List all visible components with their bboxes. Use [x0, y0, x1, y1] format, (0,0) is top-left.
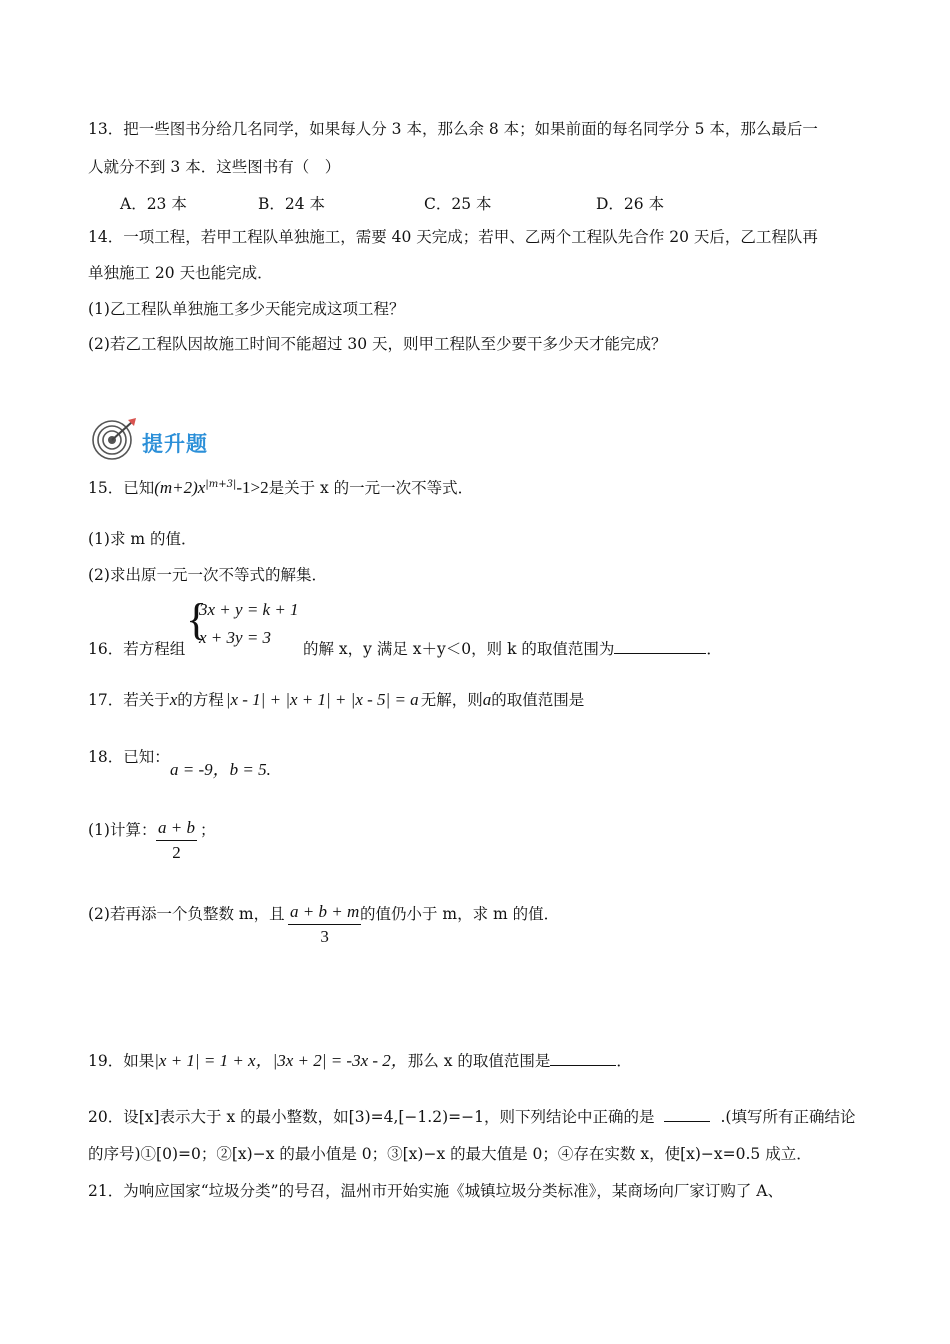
- q19-cond: |x + 1| = 1 + x，|3x + 2| = -3x - 2，: [154, 1051, 408, 1070]
- q18-part1: (1)计算：: [88, 821, 157, 839]
- q17-mid: 的方程: [177, 691, 224, 709]
- q14-line2: 单独施工 20 天也能完成．: [88, 264, 273, 282]
- q15-part1: (1)求 m 的值．: [88, 530, 197, 548]
- q17-var: x: [169, 690, 178, 709]
- q18-fraction2: [288, 902, 361, 947]
- q18-fraction1: [156, 818, 197, 863]
- q19-prefix: 19．如果: [88, 1052, 155, 1070]
- q15-line: [88, 475, 473, 498]
- q16-eq1: 3x + y = k + 1: [199, 600, 299, 619]
- q18-frac1-num: a + b: [156, 818, 197, 841]
- target-icon: [92, 416, 138, 462]
- q15-expr-base: (m+2)x: [154, 478, 206, 498]
- q17-equation: |x - 1| + |x + 1| + |x - 5| = a: [225, 690, 419, 709]
- q19-end: ．: [616, 1052, 632, 1070]
- q15-expr-tail: -1>2: [236, 478, 269, 498]
- q14-line1: 14．一项工程，若甲工程队单独施工，需要 40 天完成；若甲、乙两个工程队先合作 20 天后，乙工程队再: [88, 228, 818, 246]
- q17-suffix1: 无解，则: [420, 691, 483, 709]
- q16-answer-blank[interactable]: [614, 639, 706, 654]
- q18-frac2-num: a + b + m: [288, 902, 361, 925]
- q15-part2: (2)求出原一元一次不等式的解集．: [88, 566, 327, 584]
- q19-suffix: 那么 x 的取值范围是: [407, 1052, 551, 1070]
- q17-suffix2: 的取值范围是: [491, 691, 585, 709]
- q16-brace: {: [186, 595, 208, 644]
- q15-suffix: 是关于 x 的一元一次不等式．: [268, 479, 474, 498]
- q18-values: a = -9，b = 5.: [170, 760, 271, 779]
- q15-expr-exp: |m+3|: [205, 479, 237, 490]
- section-title: 提升题: [142, 432, 208, 456]
- q17-line: [88, 690, 584, 710]
- q20-line1-end: .(填写所有正确结论: [720, 1108, 856, 1126]
- q18-part2: (2)若再添一个负整数 m，且: [88, 905, 285, 923]
- q16-eq2: x + 3y = 3: [199, 628, 272, 647]
- q16-suffix: 的解 x，y 满足 x＋y＜0，则 k 的取值范围为: [303, 640, 615, 658]
- q13-option-c: C．25 本: [424, 195, 492, 213]
- q18-part2-end: 的值仍小于 m，求 m 的值．: [360, 905, 560, 923]
- q17-var2: a: [482, 690, 492, 709]
- q19-answer-blank[interactable]: [550, 1051, 616, 1066]
- q18-part1-end: ；: [200, 821, 216, 839]
- q13-line2: 人就分不到 3 本．这些图书有（ ）: [88, 158, 341, 176]
- q20-line2: 的序号)①[0)=0；②[x)−x 的最小值是 0；③[x)−x 的最大值是 0；④存在实数 x，使[x)−x=0.5 成立．: [88, 1145, 812, 1163]
- q20-answer-blank[interactable]: [664, 1107, 710, 1122]
- q13-option-d: D．26 本: [596, 195, 665, 213]
- q13-line1: 13．把一些图书分给几名同学，如果每人分 3 本，那么余 8 本；如果前面的每名同学分 5 本，那么最后一: [88, 120, 818, 138]
- q19-line: [88, 1051, 632, 1071]
- q18-frac1-den: 2: [172, 843, 181, 862]
- q18-frac2-den: 3: [320, 927, 329, 946]
- q20-line1-text: 20．设[x]表示大于 x 的最小整数，如[3)=4,[−1.2)=−1，则下列结论中正确的是: [88, 1108, 655, 1126]
- q16-suffix-line: [303, 639, 722, 659]
- q13-option-b: B．24 本: [258, 195, 326, 213]
- q16-prefix: 16．若方程组: [88, 640, 186, 658]
- q13-option-a: A．23 本: [120, 195, 187, 213]
- q18-prefix: 18．已知：: [88, 748, 170, 766]
- q17-prefix: 17．若关于: [88, 691, 170, 709]
- q16-end: ．: [706, 640, 722, 658]
- q14-part1: (1)乙工程队单独施工多少天能完成这项工程？: [88, 300, 405, 318]
- q21-line1: 21．为响应国家“垃圾分类”的号召，温州市开始实施《城镇垃圾分类标准》，某商场向厂家订购了 A、: [88, 1182, 783, 1200]
- q15-prefix: 15．已知: [88, 479, 155, 498]
- q20-line1: [88, 1107, 855, 1127]
- q14-part2: (2)若乙工程队因故施工时间不能超过 30 天，则甲工程队至少要干多少天才能完成？: [88, 335, 667, 353]
